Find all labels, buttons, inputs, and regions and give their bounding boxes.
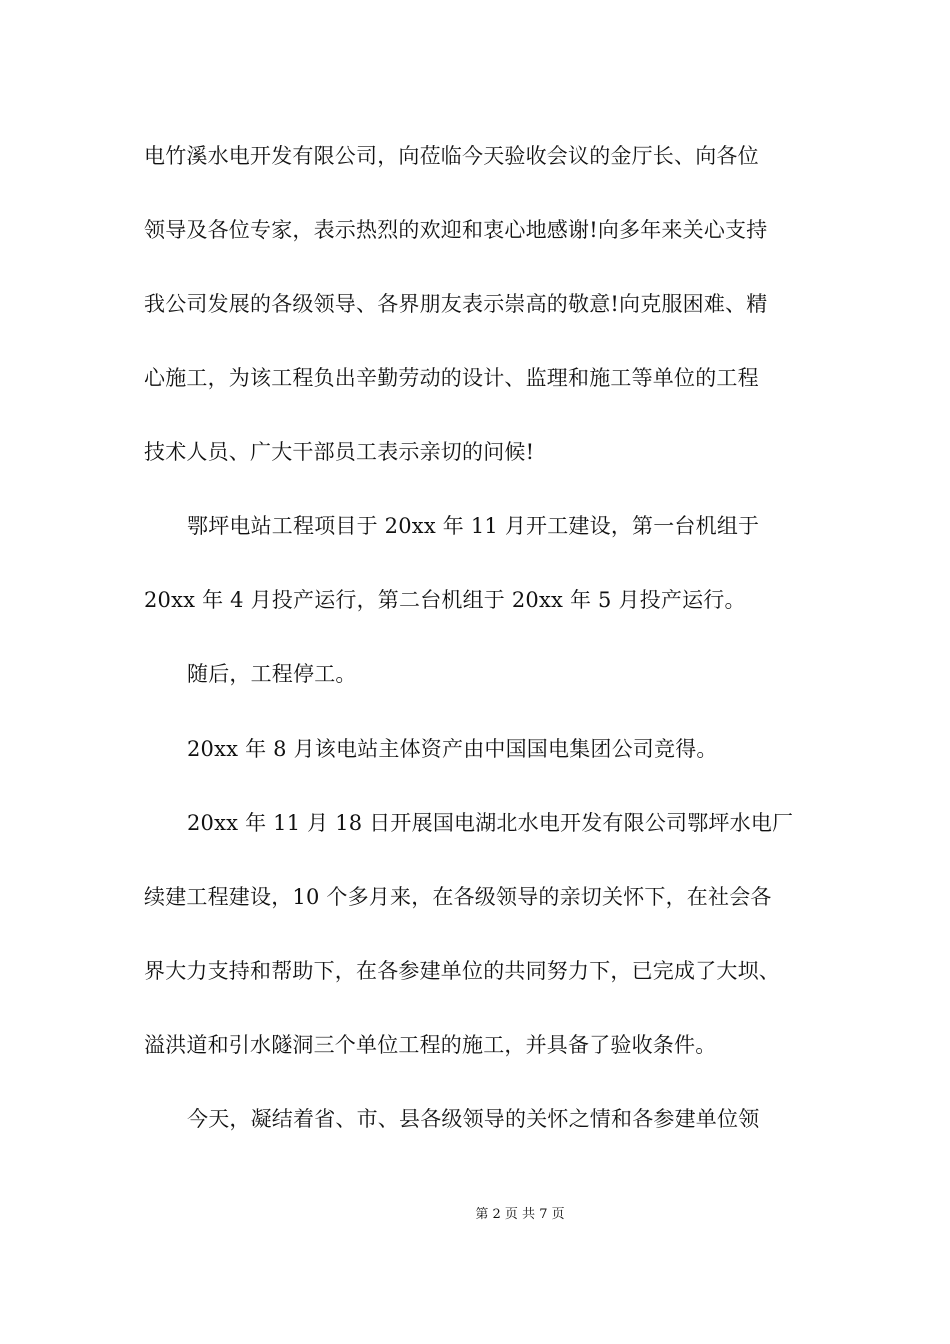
paragraph-start-line: 20xx 年 11 月 18 日开展国电湖北水电开发有限公司鄂坪水电厂 [187, 811, 794, 835]
paragraph-start-line: 20xx 年 8 月该电站主体资产由中国国电集团公司竞得。 [187, 737, 718, 761]
text-line: 心施工，为该工程负出辛勤劳动的设计、监理和施工等单位的工程 [144, 366, 759, 390]
paragraph-start-line: 今天，凝结着省、市、县各级领导的关怀之情和各参建单位领 [187, 1107, 760, 1131]
text-line: 界大力支持和帮助下，在各参建单位的共同努力下，已完成了大坝、 [144, 959, 780, 983]
text-line: 续建工程建设，10 个多月来，在各级领导的亲切关怀下，在社会各 [144, 885, 772, 909]
text-line: 溢洪道和引水隧洞三个单位工程的施工，并具备了验收条件。 [144, 1033, 717, 1057]
text-line: 技术人员、广大干部员工表示亲切的问候! [144, 440, 535, 464]
text-line: 20xx 年 4 月投产运行，第二台机组于 20xx 年 5 月投产运行。 [144, 588, 746, 612]
paragraph-start-line: 随后，工程停工。 [187, 662, 357, 686]
paragraph-start-line: 鄂坪电站工程项目于 20xx 年 11 月开工建设，第一台机组于 [187, 514, 760, 538]
text-line: 领导及各位专家，表示热烈的欢迎和衷心地感谢!向多年来关心支持 [144, 218, 768, 242]
page-number-footer: 第 2 页 共 7 页 [475, 1207, 565, 1222]
text-line: 电竹溪水电开发有限公司，向莅临今天验收会议的金厅长、向各位 [144, 144, 759, 168]
text-line: 我公司发展的各级领导、各界朋友表示崇高的敬意!向克服困难、精 [144, 292, 768, 316]
